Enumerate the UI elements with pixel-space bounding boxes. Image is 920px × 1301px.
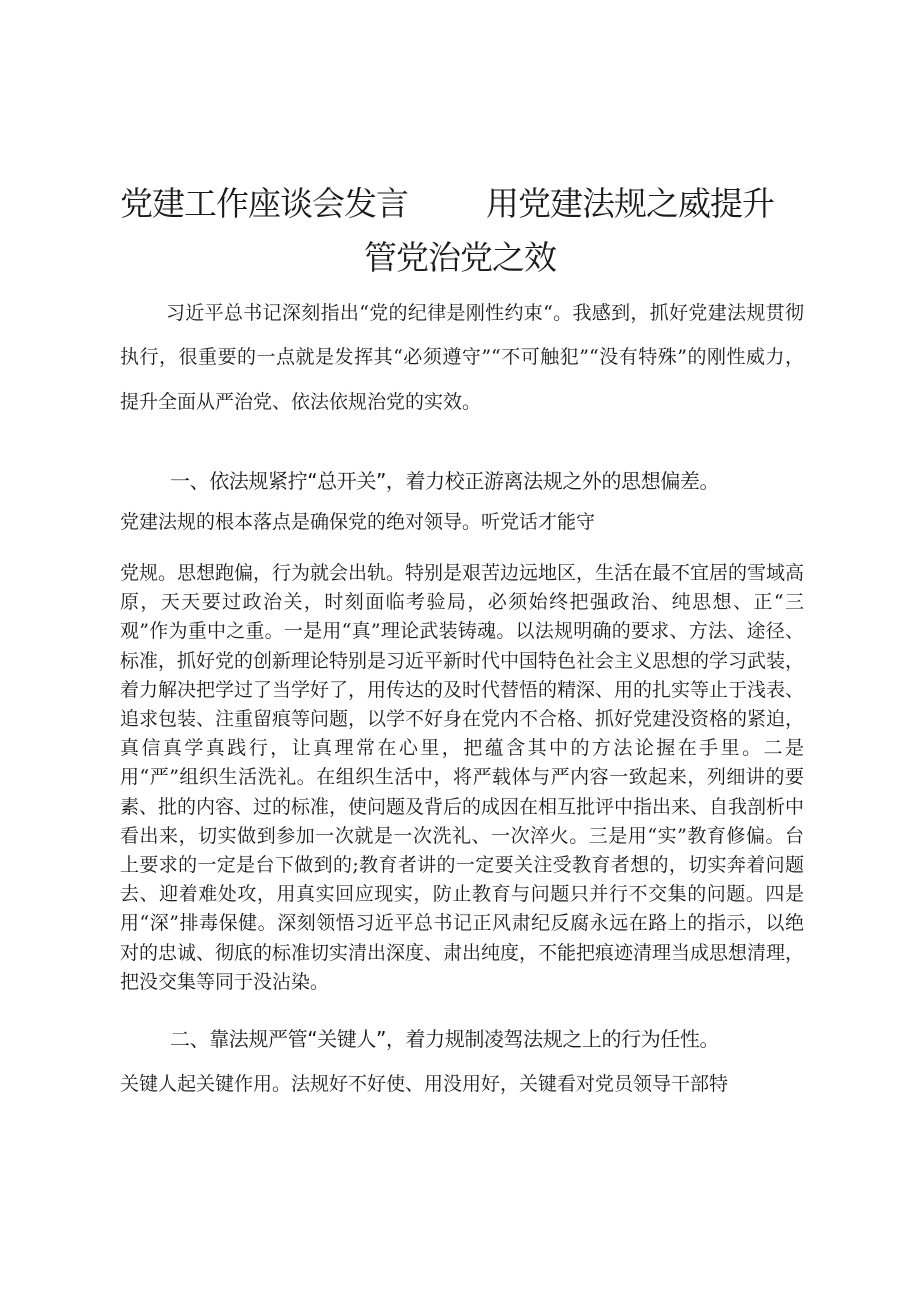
document-title-line1 (120, 178, 840, 225)
section2-paragraph-first-line: 关键人起关键作用。法规好不好使、用没用好，关键看对党员领导干部特 (120, 1073, 729, 1095)
section1-paragraph-body: 党规。思想跑偏，行为就会出轨。特别是艰苦边远地区，生活在最不宜居的雪域高原，天天要过政治关，时刻面临考验局，必须始终把强政治、纯思想、正“三观”作为重中之重。一是用“真”理论武装铸魂。以法规明确的要求、方法、途径、标准，抓好党的创新理论特别是习近平新时代中国特色社会主义思想的学习武装，着力解决把学过了当学好了，用传达的及时代替悟的精深、用的扎实等止于浅表、追求包装、注重留痕等问题，以学不好身在党内不合格、抓好党建没资格的紧迫，真信真学真践行，让真理常在心里，把蕴含其中的方法论握在手里。二是用“严”组织生活洗礼。在组织生活中，将严载体与严内容一致起来，列细讲的要素、批的内容、过的标准，使问题及背后的成因在相互批评中指出来、自我剖析中看出来，切实做到参加一次就是一次洗礼、一次淬火。三是用“实”教育修偏。台上要求的一定是台下做到的;教育者讲的一定要关注受教育者想的，切实奔着问题去、迎着难处攻，用真实回应现实，防止教育与问题只并行不交集的问题。四是用“深”排毒保健。深刻领悟习近平总书记正风肃纪反腐永远在路上的指示，以绝对的忠诚、彻底的标准切实清出深度、肃出纯度，不能把痕迹清理当成思想清理，把没交集等同于没沾染。 (120, 562, 805, 993)
section1-heading: 一、依法规紧拧“总开关”，着力校正游离法规之外的思想偏差。 (170, 469, 720, 493)
title-part-b: 用党建法规之威提升 (486, 184, 774, 223)
title-part-a: 党建工作座谈会发言 (120, 184, 408, 223)
section1-paragraph-first-line: 党建法规的根本落点是确保党的绝对领导。听党话才能守 (120, 511, 596, 533)
section2-heading: 二、靠法规严管“关键人”，着力规制凌驾法规之上的行为任性。 (170, 1027, 720, 1051)
intro-paragraph: 习近平总书记深刻指出“党的纪律是刚性约束“。我感到，抓好党建法规贯彻执行，很重要的一点就是发挥其“必须遵守”“不可触犯”“没有特殊”的刚性威力，提升全面从严治党、依法依规治党的实效。 (120, 302, 804, 413)
document-title-line2: 管党治党之效 (364, 238, 556, 277)
